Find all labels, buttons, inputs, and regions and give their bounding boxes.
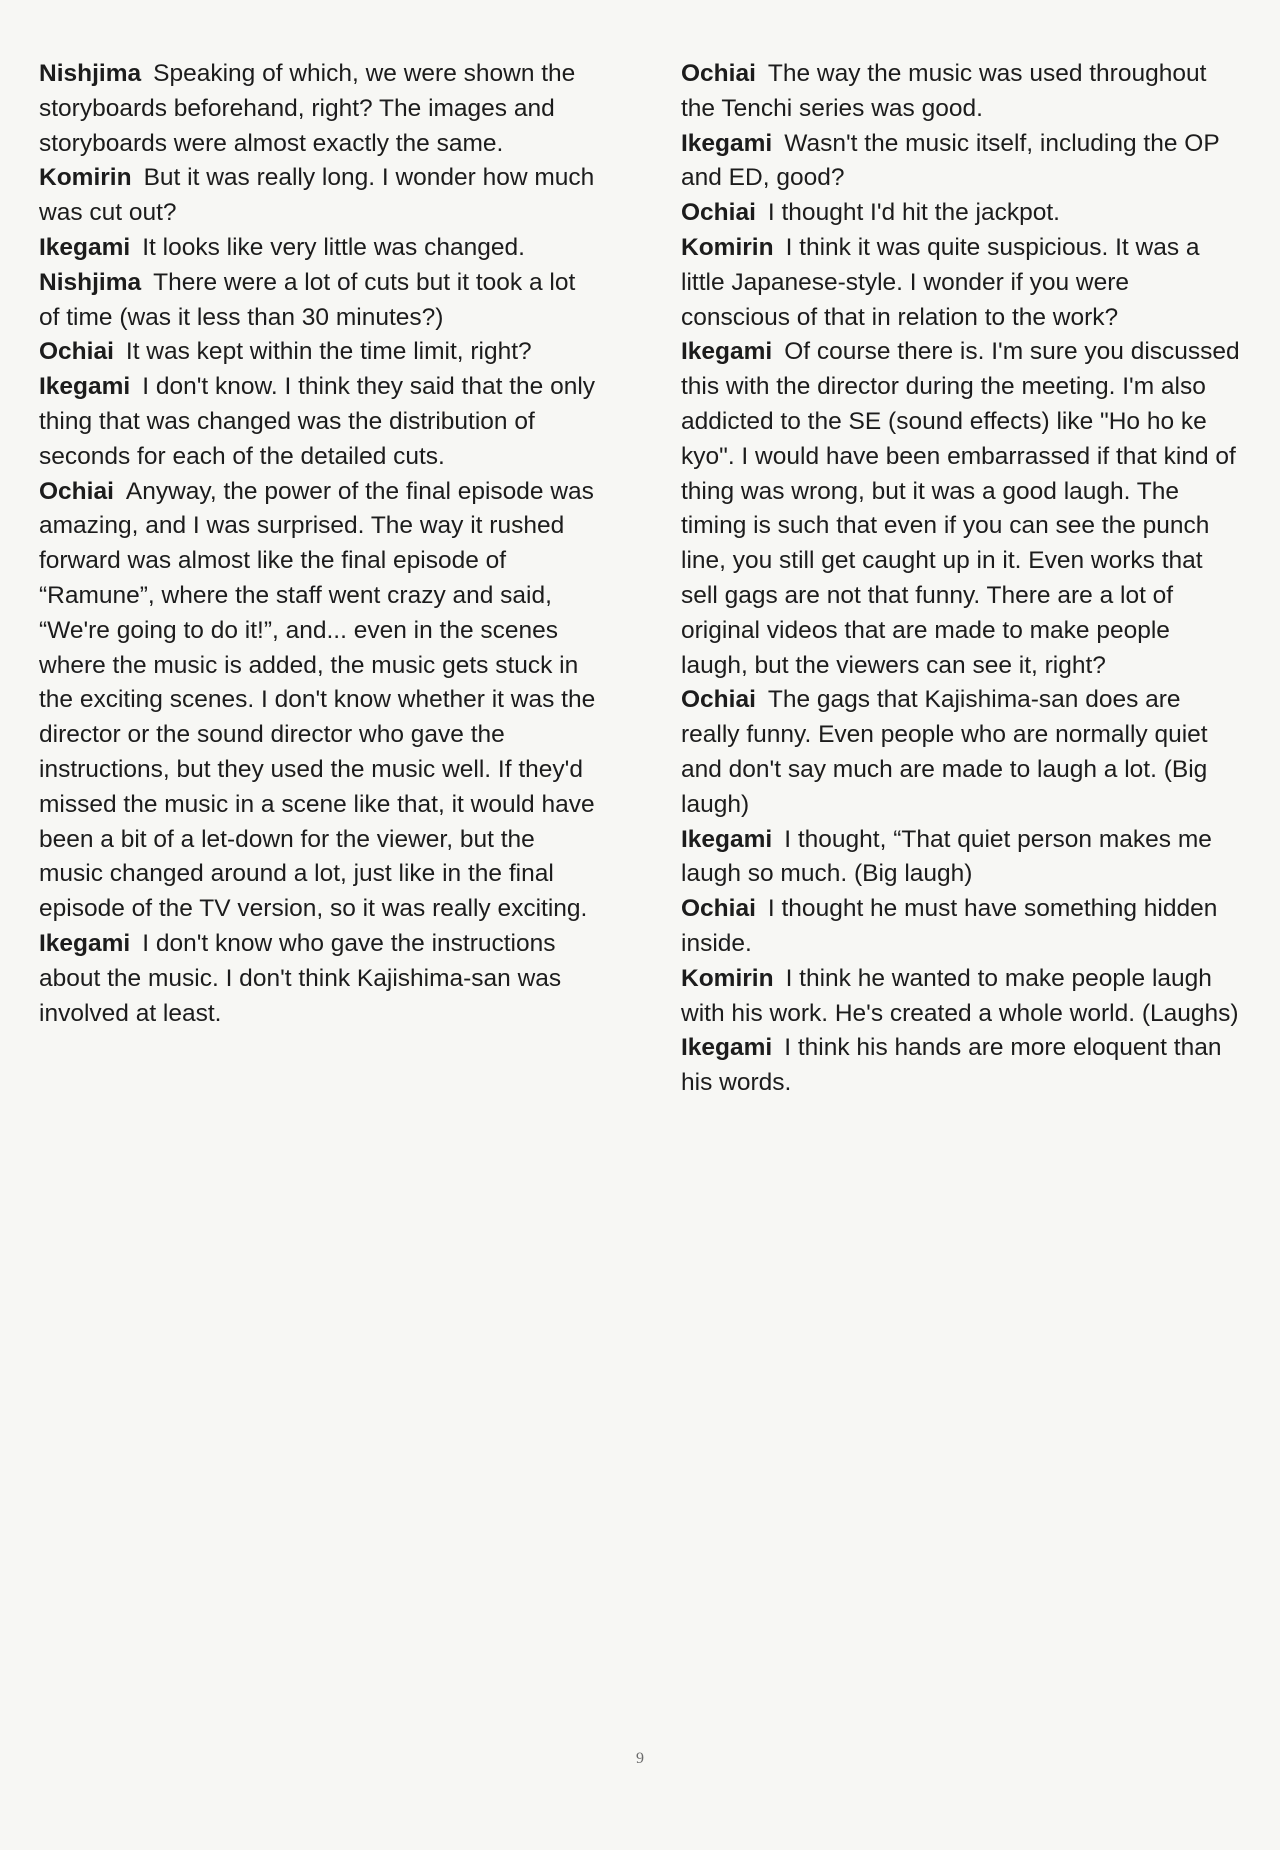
speaker-name: Ikegami — [681, 338, 773, 366]
dialogue-line — [681, 892, 1241, 962]
dialogue-line — [39, 161, 599, 231]
dialogue-text: I thought, “That quiet person makes me laugh so much. (Big laugh) — [681, 825, 1212, 888]
speaker-name: Ochiai — [681, 895, 756, 923]
dialogue-text: I think his hands are more eloquent than his words. — [681, 1034, 1222, 1097]
dialogue-line — [681, 823, 1241, 893]
dialogue-line — [681, 127, 1241, 197]
speaker-name: Komirin — [39, 164, 132, 192]
dialogue-text: I don't know who gave the instructions about the music. I don't think Kajishima-san was involved at least. — [39, 929, 562, 1027]
dialogue-line — [681, 962, 1241, 1032]
dialogue-text: I thought he must have something hidden inside. — [681, 895, 1218, 957]
dialogue-text: But it was really long. I wonder how much was cut out? — [39, 164, 595, 227]
dialogue-text: I thought I'd hit the jackpot. — [767, 199, 1060, 227]
dialogue-line — [681, 231, 1241, 335]
speaker-name: Nishjima — [39, 60, 142, 87]
right-column — [681, 57, 1241, 1101]
dialogue-line — [681, 683, 1241, 822]
dialogue-text: It looks like very little was changed. — [142, 233, 525, 261]
dialogue-text: The gags that Kajishima-san does are really funny. Even people who are normally quiet and don't say much are made to laugh a lot. (Big laugh) — [681, 686, 1208, 818]
speaker-name: Ochiai — [681, 60, 756, 87]
dialogue-text: It was kept within the time limit, right? — [125, 338, 532, 366]
speaker-name: Ikegami — [39, 373, 131, 401]
dialogue-line — [39, 335, 599, 370]
speaker-name: Ochiai — [39, 338, 114, 366]
dialogue-line — [39, 57, 599, 161]
speaker-name: Ochiai — [681, 199, 756, 227]
dialogue-text: Of course there is. I'm sure you discussed this with the director during the meeting. I'm also addicted to the SE (sound effects) like "Ho ho ke kyo". I would have been embarrassed if that kind of thing was wrong, but it was a good laugh. The timing is such that even if you can see the punch line, you still get caught up in it. Even works that sell gags are not that funny. There are a lot of original videos that are made to make people laugh, but the viewers can see it, right? — [681, 338, 1240, 679]
dialogue-text: I think he wanted to make people laugh with his work. He's created a whole world. (Laughs) — [681, 964, 1239, 1027]
dialogue-line — [39, 266, 599, 336]
speaker-name: Ochiai — [39, 477, 114, 505]
dialogue-line — [681, 1031, 1241, 1101]
speaker-name: Ikegami — [39, 929, 131, 957]
speaker-name: Komirin — [681, 964, 774, 992]
dialogue-text: Anyway, the power of the final episode was amazing, and I was surprised. The way it rushed forward was almost like the final episode of “Ramune”, where the staff went crazy and said, “We're going to do it!”, and... even in the scenes where the music is added, the music gets stuck in the exciting scenes. I don't know whether it was the director or the sound director who gave the instructions, but they used the music well. If they'd missed the music in a scene like that, it would have been a bit of a let-down for the viewer, but the music changed around a lot, just like in the final episode of the TV version, so it was really exciting. — [39, 477, 596, 923]
speaker-name: Ikegami — [39, 233, 131, 261]
speaker-name: Ikegami — [681, 129, 773, 157]
dialogue-text: Wasn't the music itself, including the OP and ED, good? — [681, 129, 1220, 192]
dialogue-line — [39, 370, 599, 474]
speaker-name: Ikegami — [681, 825, 773, 853]
speaker-name: Komirin — [681, 233, 774, 261]
dialogue-text: There were a lot of cuts but it took a lot of time (was it less than 30 minutes?) — [39, 268, 576, 331]
left-column — [39, 57, 599, 1031]
dialogue-line — [39, 475, 599, 927]
dialogue-text: I think it was quite suspicious. It was a little Japanese-style. I wonder if you were conscious of that in relation to the work? — [681, 233, 1200, 331]
dialogue-line — [681, 57, 1241, 127]
speaker-name: Nishjima — [39, 268, 142, 296]
speaker-name: Ochiai — [681, 686, 756, 714]
dialogue-text: The way the music was used throughout the Tenchi series was good. — [681, 60, 1207, 122]
dialogue-text: Speaking of which, we were shown the storyboards beforehand, right? The images and storyboards were almost exactly the same. — [39, 60, 576, 157]
page-number: 9 — [636, 1750, 644, 1767]
dialogue-line — [39, 231, 599, 266]
dialogue-line — [681, 335, 1241, 683]
dialogue-line — [39, 927, 599, 1031]
dialogue-text: I don't know. I think they said that the only thing that was changed was the distribution of seconds for each of the detailed cuts. — [39, 373, 596, 470]
speaker-name: Ikegami — [681, 1034, 773, 1062]
dialogue-line — [681, 196, 1241, 231]
